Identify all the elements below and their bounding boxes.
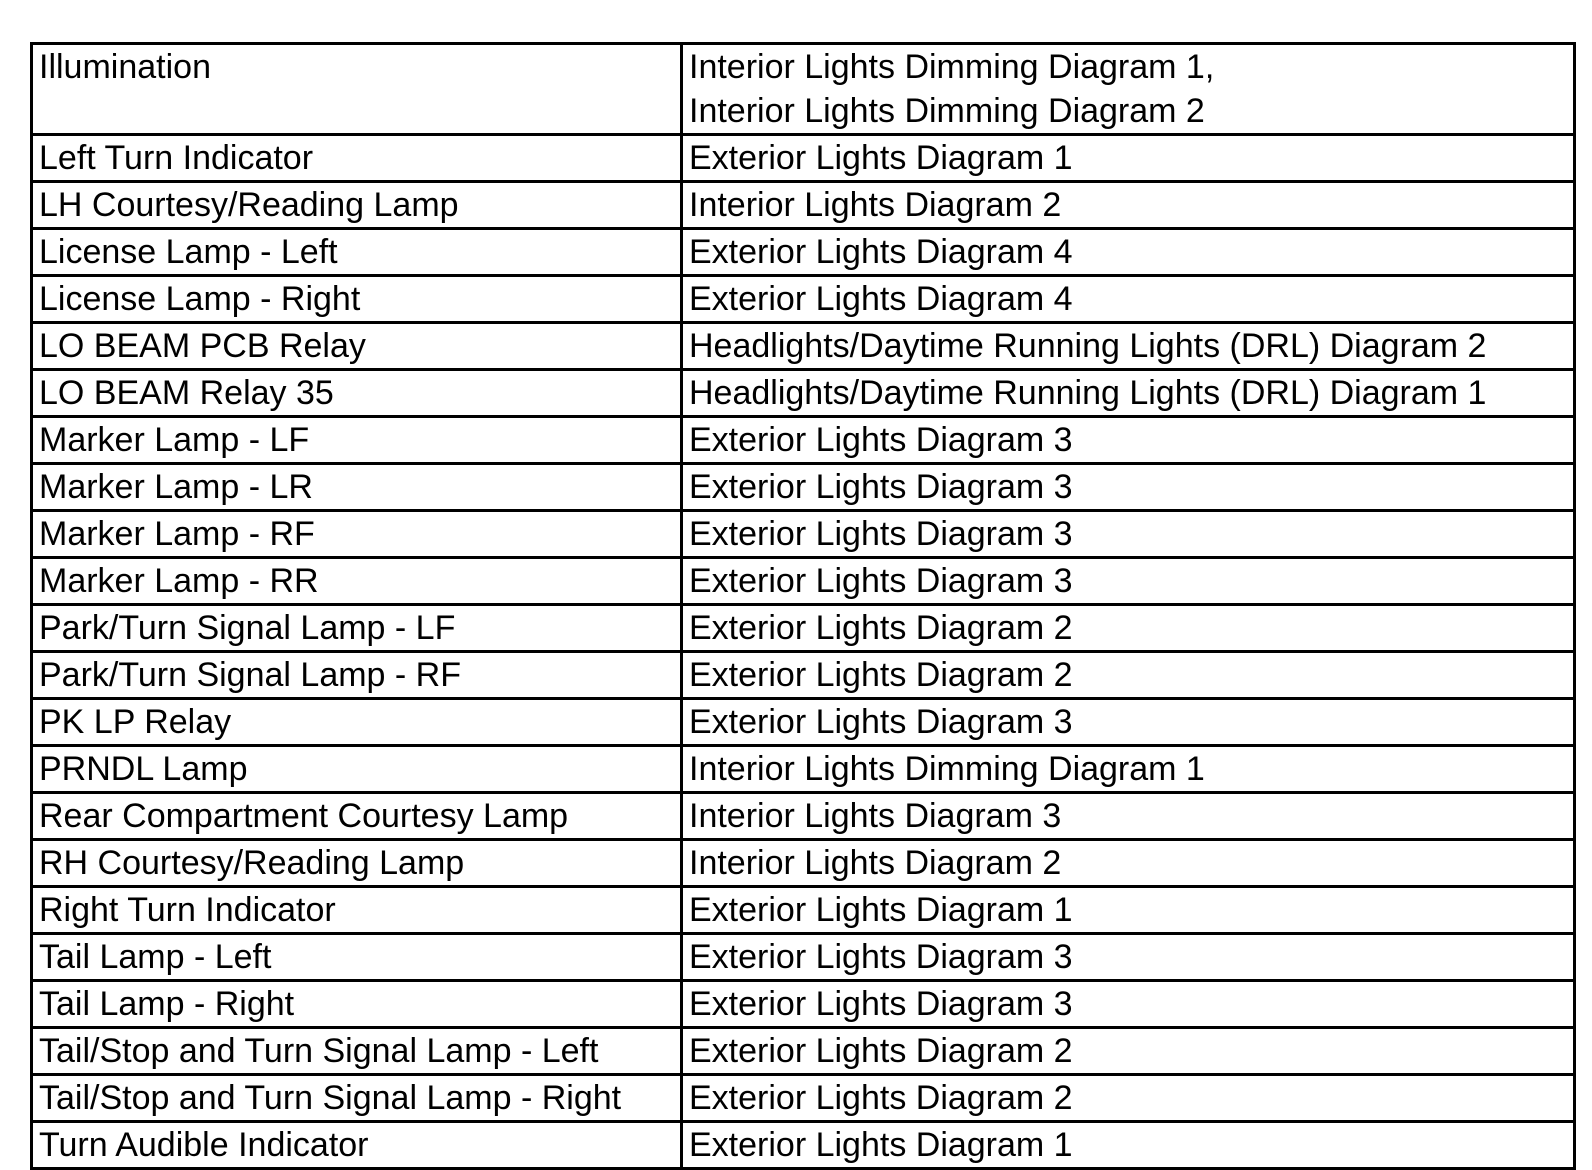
diagram-reference-text: Interior Lights Diagram 3 [689, 797, 1062, 835]
diagram-reference-cell [682, 981, 1575, 1028]
diagram-reference-cell [682, 276, 1575, 323]
table-row [32, 652, 1575, 699]
component-cell: PRNDL Lamp [32, 746, 682, 793]
diagram-reference-cell [682, 746, 1575, 793]
component-cell: LO BEAM Relay 35 [32, 370, 682, 417]
diagram-reference-cell [682, 182, 1575, 229]
table-row [32, 699, 1575, 746]
component-cell: Park/Turn Signal Lamp - RF [32, 652, 682, 699]
component-cell: Park/Turn Signal Lamp - LF [32, 605, 682, 652]
diagram-reference-cell [682, 1122, 1575, 1169]
table-row [32, 981, 1575, 1028]
table-row [32, 182, 1575, 229]
diagram-reference-text: Exterior Lights Diagram 2 [689, 609, 1073, 647]
component-cell: Marker Lamp - RR [32, 558, 682, 605]
diagram-reference-cell [682, 605, 1575, 652]
diagram-reference-cell [682, 1075, 1575, 1122]
component-cell: Marker Lamp - LR [32, 464, 682, 511]
component-cell: License Lamp - Right [32, 276, 682, 323]
component-cell: Tail Lamp - Left [32, 934, 682, 981]
table-row [32, 1075, 1575, 1122]
table-row [32, 887, 1575, 934]
diagram-reference-cell [682, 1028, 1575, 1075]
diagram-reference-text: Exterior Lights Diagram 2 [689, 1079, 1073, 1117]
table-row [32, 511, 1575, 558]
diagram-reference-text: Exterior Lights Diagram 2 [689, 656, 1073, 694]
diagram-reference-cell [682, 887, 1575, 934]
diagram-reference-text: Exterior Lights Diagram 3 [689, 985, 1073, 1023]
component-cell: Marker Lamp - RF [32, 511, 682, 558]
diagram-reference-text: Headlights/Daytime Running Lights (DRL) Diagram 1 [689, 374, 1487, 412]
diagram-reference-text: Exterior Lights Diagram 4 [689, 280, 1073, 318]
diagram-reference-text: Interior Lights Diagram 2 [689, 186, 1062, 224]
component-cell: Tail Lamp - Right [32, 981, 682, 1028]
diagram-reference-cell [682, 793, 1575, 840]
diagram-reference-cell [682, 464, 1575, 511]
diagram-reference-text: Exterior Lights Diagram 4 [689, 233, 1073, 271]
diagram-reference-text: Interior Lights Dimming Diagram 1, [689, 48, 1215, 86]
diagram-reference-cell [682, 229, 1575, 276]
table-row [32, 229, 1575, 276]
table-body [32, 44, 1575, 1169]
component-cell: PK LP Relay [32, 699, 682, 746]
diagram-reference-text: Interior Lights Dimming Diagram 2 [689, 92, 1205, 130]
component-cell: RH Courtesy/Reading Lamp [32, 840, 682, 887]
diagram-reference-cell [682, 699, 1575, 746]
diagram-reference-text: Exterior Lights Diagram 3 [689, 938, 1073, 976]
table-row [32, 605, 1575, 652]
diagram-reference-cell [682, 652, 1575, 699]
table-row [32, 276, 1575, 323]
table-row [32, 370, 1575, 417]
table-row [32, 934, 1575, 981]
diagram-reference-text: Exterior Lights Diagram 1 [689, 1126, 1073, 1164]
component-cell: License Lamp - Left [32, 229, 682, 276]
table-row [32, 1028, 1575, 1075]
component-cell: Tail/Stop and Turn Signal Lamp - Left [32, 1028, 682, 1075]
component-cell: Right Turn Indicator [32, 887, 682, 934]
diagram-reference-text: Exterior Lights Diagram 1 [689, 139, 1073, 177]
diagram-reference-cell [682, 44, 1575, 135]
diagram-reference-text: Exterior Lights Diagram 3 [689, 562, 1073, 600]
table-row [32, 417, 1575, 464]
table-row [32, 464, 1575, 511]
diagram-reference-text: Exterior Lights Diagram 1 [689, 891, 1073, 929]
diagram-reference-cell [682, 370, 1575, 417]
diagram-reference-text: Interior Lights Diagram 2 [689, 844, 1062, 882]
table-row [32, 135, 1575, 182]
table-row [32, 558, 1575, 605]
diagram-reference-cell [682, 323, 1575, 370]
table-row [32, 1122, 1575, 1169]
diagram-reference-text: Exterior Lights Diagram 3 [689, 515, 1073, 553]
diagram-reference-text: Exterior Lights Diagram 2 [689, 1032, 1073, 1070]
component-cell: Rear Compartment Courtesy Lamp [32, 793, 682, 840]
diagram-reference-cell [682, 511, 1575, 558]
diagram-reference-cell [682, 135, 1575, 182]
component-cell: LO BEAM PCB Relay [32, 323, 682, 370]
component-cell: Turn Audible Indicator [32, 1122, 682, 1169]
table-row [32, 44, 1575, 135]
component-index-table [30, 42, 1576, 1170]
table-row [32, 323, 1575, 370]
component-cell: Illumination [32, 44, 682, 135]
component-cell: Marker Lamp - LF [32, 417, 682, 464]
diagram-reference-cell [682, 558, 1575, 605]
diagram-reference-cell [682, 934, 1575, 981]
diagram-reference-text: Exterior Lights Diagram 3 [689, 421, 1073, 459]
diagram-reference-text: Exterior Lights Diagram 3 [689, 703, 1073, 741]
diagram-reference-cell [682, 840, 1575, 887]
table-row [32, 746, 1575, 793]
table-row [32, 840, 1575, 887]
diagram-reference-cell [682, 417, 1575, 464]
diagram-reference-text: Headlights/Daytime Running Lights (DRL) Diagram 2 [689, 327, 1487, 365]
diagram-reference-text: Interior Lights Dimming Diagram 1 [689, 750, 1205, 788]
component-cell: Tail/Stop and Turn Signal Lamp - Right [32, 1075, 682, 1122]
component-cell: Left Turn Indicator [32, 135, 682, 182]
table-row [32, 793, 1575, 840]
diagram-reference-text: Exterior Lights Diagram 3 [689, 468, 1073, 506]
component-cell: LH Courtesy/Reading Lamp [32, 182, 682, 229]
